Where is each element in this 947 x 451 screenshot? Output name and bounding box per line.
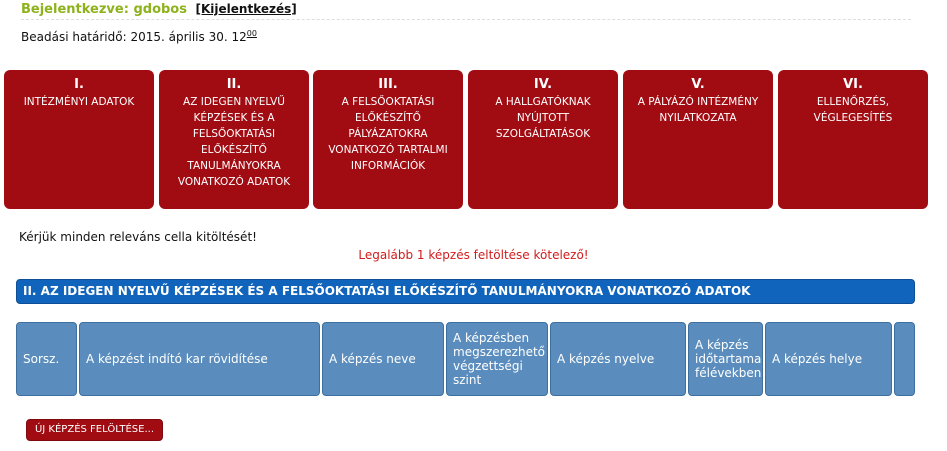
courses-table-header: [16, 322, 915, 396]
header-divider: [21, 19, 911, 20]
column-header-faculty[interactable]: A képzést indító kar rövidítése: [79, 322, 320, 396]
fill-note: Kérjük minden releváns cella kitöltését!: [19, 230, 257, 244]
step-number: III.: [378, 77, 398, 92]
add-course-button[interactable]: ÚJ KÉPZÉS FELÖLTÉSE...: [26, 419, 163, 441]
column-header-location[interactable]: A képzés helye: [765, 322, 892, 396]
column-header-degree-level[interactable]: A képzésben megszerezhető végzettségi szint: [446, 322, 548, 396]
step-number: IV.: [533, 77, 553, 92]
deadline-text: Beadási határidő: 2015. április 30. 12: [21, 30, 247, 44]
step-title: A FELSŐOKTATÁSI ELŐKÉSZÍTŐ PÁLYÁZATOKRA VONATKOZÓ TARTALMI INFORMÁCIÓK: [328, 96, 448, 172]
step-4-tab[interactable]: [468, 70, 618, 209]
step-title: AZ IDEGEN NYELVŰ KÉPZÉSEK ÉS A FELSŐOKTATÁSI ELŐKÉSZÍTŐ TANULMÁNYOKRA VONATKOZÓ ADATOK: [177, 96, 291, 188]
step-number: VI.: [843, 77, 863, 92]
column-header-duration[interactable]: A képzés időtartama félévekben: [688, 322, 763, 396]
deadline: [21, 29, 257, 44]
step-number: V.: [691, 77, 705, 92]
column-header-actions: [894, 322, 915, 396]
step-title: INTÉZMÉNYI ADATOK: [23, 96, 135, 108]
step-title: A PÁLYÁZÓ INTÉZMÉNY NYILATKOZATA: [637, 96, 759, 124]
username: gdobos: [133, 2, 187, 17]
step-number: II.: [226, 77, 242, 92]
step-5-tab[interactable]: [623, 70, 773, 209]
step-2-tab[interactable]: [159, 70, 309, 209]
column-header-sorsz[interactable]: Sorsz.: [16, 322, 77, 396]
validation-warning: Legalább 1 képzés feltöltése kötelező!: [358, 248, 589, 262]
step-navigation: [4, 70, 927, 209]
column-header-course-name[interactable]: A képzés neve: [322, 322, 444, 396]
step-3-tab[interactable]: [313, 70, 463, 209]
logout-link[interactable]: [Kijelentkezés]: [195, 2, 297, 16]
deadline-minutes: 00: [246, 29, 257, 38]
section-title: II. AZ IDEGEN NYELVŰ KÉPZÉSEK ÉS A FELSŐOKTATÁSI ELŐKÉSZÍTŐ TANULMÁNYOKRA VONATKOZÓ ADATOK: [16, 279, 915, 304]
logged-in-label: Bejelentkezve:: [21, 2, 129, 17]
step-6-tab[interactable]: [778, 70, 928, 209]
step-1-tab[interactable]: [4, 70, 154, 209]
column-header-language[interactable]: A képzés nyelve: [550, 322, 686, 396]
login-status: [21, 2, 297, 17]
step-number: I.: [74, 77, 84, 92]
step-title: ELLENŐRZÉS, VÉGLEGESÍTÉS: [813, 96, 893, 124]
step-title: A HALLGATÓKNAK NYÚJTOTT SZOLGÁLTATÁSOK: [495, 96, 591, 140]
